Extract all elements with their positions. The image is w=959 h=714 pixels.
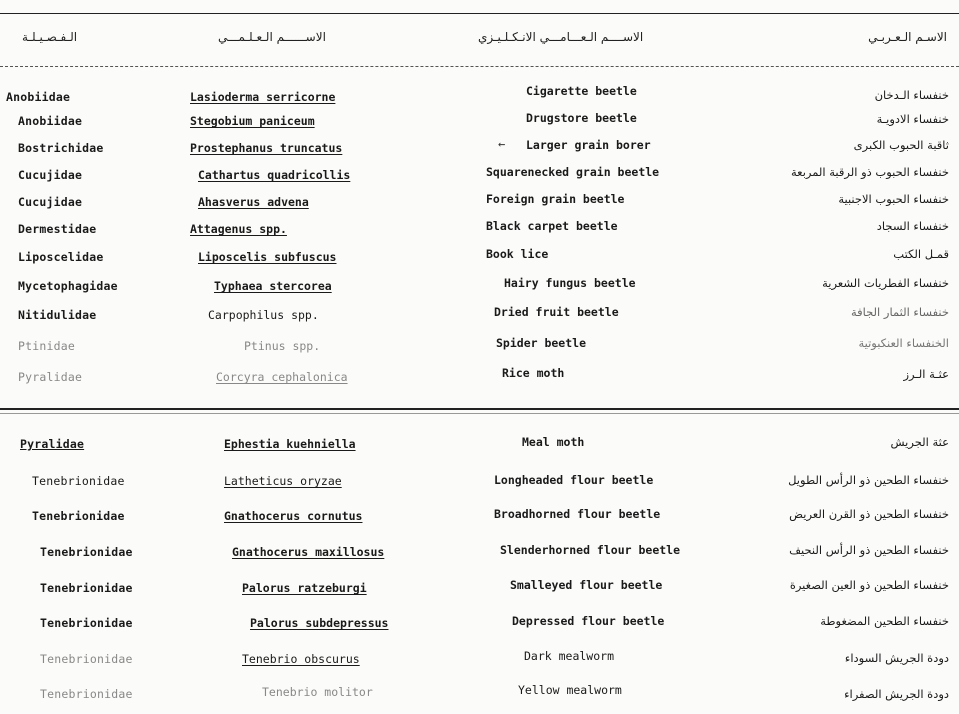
header-family: الـفـصـيـلـة [22,30,78,44]
family-cell: Bostrichidae [18,141,104,155]
family-cell: Liposcelidae [18,250,104,264]
family-cell: Tenebrionidae [40,687,133,701]
arabic-name-cell: خنفساء الفطريات الشعرية [822,276,949,290]
english-name-cell: Smalleyed flour beetle [510,578,663,592]
arabic-name-cell: خنفساء الـدخان [874,88,949,102]
arabic-name-cell: خنفساء الادويـة [876,112,949,126]
scientific-name-cell: Ephestia kuehniella [224,437,356,451]
arabic-name-cell: خنفساء الحبوب ذو الرقبة المربعة [790,165,949,179]
scientific-name-cell: Cathartus quadricollis [198,168,351,182]
scientific-name-cell: Palorus ratzeburgi [242,581,367,595]
header-arabic: الاسـم الـعـربـي [868,30,947,44]
english-name-cell: Squarenecked grain beetle [486,165,660,179]
family-cell: Tenebrionidae [40,616,133,630]
scientific-name-cell: Gnathocerus maxillosus [232,545,385,559]
english-name-cell: Meal moth [522,435,585,449]
scientific-name-cell: Ptinus spp. [244,339,321,353]
family-cell: Tenebrionidae [40,581,133,595]
scientific-name-cell: Attagenus spp. [190,222,287,236]
english-name-cell: Longheaded flour beetle [494,473,654,487]
arabic-name-cell: خنفساء الطحين ذو الرأس النحيف [789,543,949,557]
family-cell: Dermestidae [18,222,97,236]
scientific-name-cell: Lasioderma serricorne [190,90,336,104]
family-cell: Anobiidae [6,90,71,104]
header-english: الاســــم الـعـــامـــي الانـكـلـيـزي [478,30,644,44]
header-rule [0,66,959,67]
scientific-name-cell: Palorus subdepressus [250,616,389,630]
family-cell: Tenebrionidae [32,474,125,488]
section-divider-rule-thin [0,413,959,414]
arabic-name-cell: خنفساء الطحين المضغوطة [820,614,949,628]
english-name-cell: Dark mealworm [524,649,615,663]
english-name-cell: Book lice [486,247,549,261]
family-cell: Cucujidae [18,195,83,209]
family-cell: Ptinidae [18,339,75,353]
arabic-name-cell: خنفساء الطحين ذو القرن العريض [789,507,949,521]
header-scientific: الاســــــم الـعـلـمـــي [218,30,326,44]
arabic-name-cell: قمـل الكتب [893,247,949,261]
scientific-name-cell: Liposcelis subfuscus [198,250,337,264]
english-name-cell: Broadhorned flour beetle [494,507,661,521]
english-name-cell: Foreign grain beetle [486,192,625,206]
scientific-name-cell: Corcyra cephalonica [216,370,348,384]
english-name-cell: Drugstore beetle [526,111,637,125]
family-cell: Tenebrionidae [40,652,133,666]
english-name-cell: Hairy fungus beetle [504,276,636,290]
arabic-name-cell: دودة الجريش الصفراء [844,687,949,701]
family-cell: Mycetophagidae [18,279,118,293]
top-rule [0,13,959,14]
arabic-name-cell: عثة الجريش [890,435,949,449]
english-name-cell: Depressed flour beetle [512,614,665,628]
section-divider-rule [0,408,959,410]
english-name-cell: Cigarette beetle [526,84,637,98]
arabic-name-cell: خنفساء الحبوب الاجنبية [838,192,949,206]
scientific-name-cell: Ahasverus advena [198,195,309,209]
english-name-cell: Black carpet beetle [486,219,618,233]
arabic-name-cell: خنفساء الطحين ذو الرأس الطويل [788,473,949,487]
arabic-name-cell: الخنفساء العنكبوتية [858,336,949,350]
arabic-name-cell: خنفساء الثمار الجافة [850,305,949,319]
scientific-name-cell: Carpophilus spp. [208,308,319,322]
english-name-cell: Slenderhorned flour beetle [500,543,681,557]
arabic-name-cell: خنفساء السجاد [876,219,949,233]
arabic-name-cell: خنفساء الطحين ذو العين الصغيرة [789,578,949,592]
family-cell: Pyralidae [18,370,83,384]
scientific-name-cell: Tenebrio molitor [262,685,373,699]
family-cell: Cucujidae [18,168,83,182]
english-name-cell: Yellow mealworm [518,683,622,697]
scientific-name-cell: Latheticus oryzae [224,474,342,488]
english-name-cell: Rice moth [502,366,565,380]
english-name-cell: Spider beetle [496,336,587,350]
family-cell: Tenebrionidae [32,509,125,523]
family-cell: Nitidulidae [18,308,97,322]
scientific-name-cell: Prostephanus truncatus [190,141,343,155]
scientific-name-cell: Typhaea stercorea [214,279,332,293]
arrow-mark-icon: ← [498,137,506,151]
arabic-name-cell: ثاقبة الحبوب الكبرى [853,138,949,152]
scientific-name-cell: Gnathocerus cornutus [224,509,363,523]
family-cell: Tenebrionidae [40,545,133,559]
family-cell: Anobiidae [18,114,83,128]
scientific-name-cell: Stegobium paniceum [190,114,315,128]
scientific-name-cell: Tenebrio obscurus [242,652,360,666]
arabic-name-cell: دودة الجريش السوداء [844,651,949,665]
english-name-cell: Larger grain borer [526,138,651,152]
english-name-cell: Dried fruit beetle [494,305,619,319]
arabic-name-cell: عثـة الـرز [903,367,949,381]
family-cell: Pyralidae [20,437,85,451]
